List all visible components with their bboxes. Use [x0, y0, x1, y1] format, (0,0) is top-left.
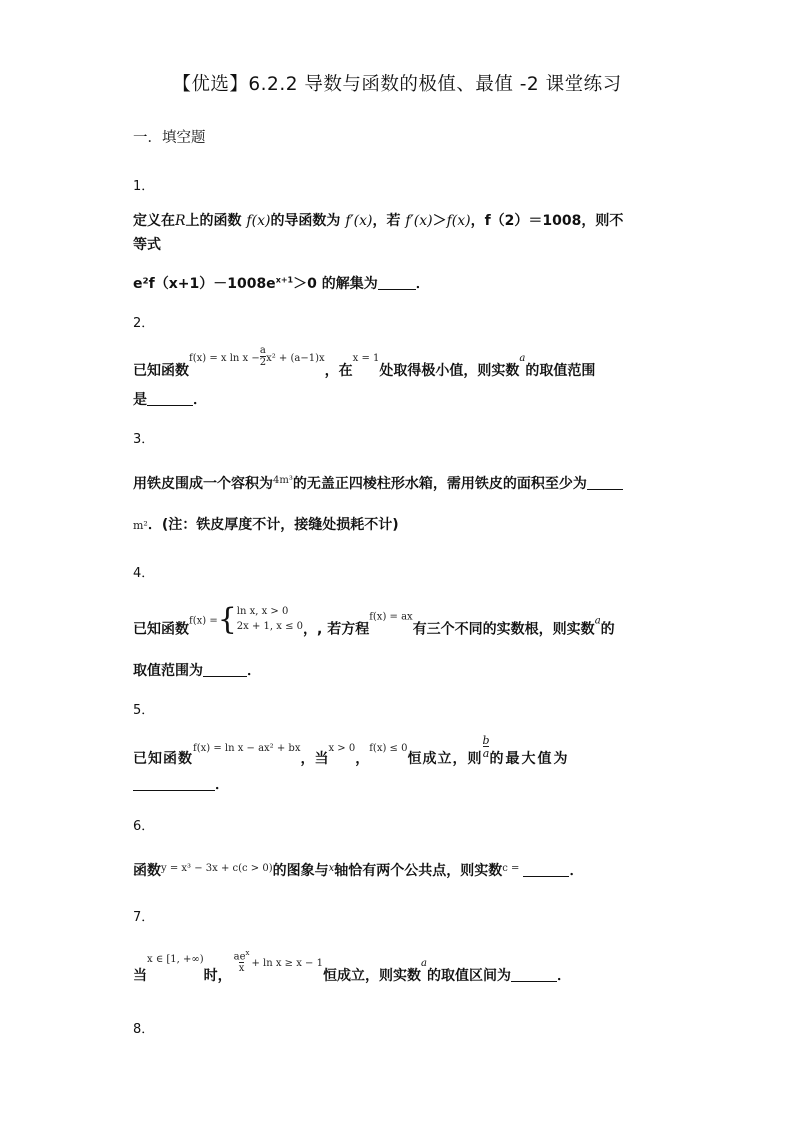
q7-fraction	[234, 950, 250, 974]
q8-number: 8．	[133, 1022, 155, 1037]
q5-frac-den: a	[482, 747, 490, 760]
q7-text: 恒成立，则实数	[322, 968, 421, 985]
q7-frac-num-text: ae	[233, 951, 246, 963]
q7-line1	[133, 950, 571, 985]
q7-condition: x ∈ [1, +∞)	[147, 954, 204, 966]
q2-number: 2．	[133, 316, 155, 331]
q2-line2	[133, 389, 207, 409]
q5-text: ，当	[300, 751, 329, 767]
q4-number: 4．	[133, 566, 155, 581]
q3-number: 3．	[133, 432, 155, 447]
q4-text: 有三个不同的实数根，则实数	[412, 621, 595, 638]
q1-text: 的导函数为	[270, 213, 346, 229]
q6-period: ．	[569, 863, 584, 879]
q5-line1	[133, 735, 570, 768]
q7-frac-den: x	[238, 963, 245, 975]
q2-text: 处取得极小值，则实数	[379, 363, 520, 379]
q5-number: 5．	[133, 703, 155, 718]
q2-text: ，在	[324, 363, 353, 379]
q5-period: ．	[215, 777, 229, 793]
q1-text: ，若	[372, 213, 406, 229]
q6-line1	[133, 860, 583, 880]
q5-text: 恒成立，则	[407, 751, 483, 767]
answer-blank[interactable]	[378, 275, 416, 290]
q5-text: 的最大值为	[489, 751, 570, 767]
q1-line3	[133, 273, 430, 293]
answer-blank[interactable]	[133, 776, 215, 791]
q2-var: a	[519, 353, 526, 364]
q1-exponent: x+1	[275, 275, 294, 285]
q6-text: 的图象与	[272, 863, 329, 879]
q1-inequality: e²f（x+1）－1008e	[133, 276, 276, 292]
q2-frac-num: a	[259, 345, 266, 356]
q2-frac-den: 2	[259, 357, 267, 368]
q7-text: 时，	[203, 968, 232, 985]
q1-text: ＞0 的解集为	[293, 276, 378, 292]
q1-fx: f(x)	[446, 213, 471, 229]
q5-fraction	[482, 735, 489, 759]
q7-formula: + ln x ≥ x − 1	[251, 958, 323, 970]
q7-period: ．	[556, 968, 571, 985]
q4-text: 取值范围为	[133, 663, 203, 679]
q1-fprime: f′(x)	[405, 213, 433, 229]
q4-cases	[237, 605, 303, 634]
q6-c: c =	[502, 863, 520, 874]
q7-var: a	[420, 958, 427, 970]
q4-var: a	[594, 615, 601, 627]
q4-text: ，, 若方程	[303, 621, 370, 638]
answer-blank[interactable]	[523, 862, 569, 877]
q6-x: x	[328, 863, 335, 874]
q6-formula: y = x³ − 3x + c(c > 0)	[161, 863, 273, 874]
q1-line1	[133, 210, 623, 230]
q6-text: 函数	[133, 863, 161, 879]
q5-condition: f(x) ≤ 0	[369, 743, 408, 754]
q4-text: 已知函数	[133, 621, 189, 638]
page-title: 【优选】6.2.2 导数与函数的极值、最值 -2 课堂练习	[172, 74, 622, 95]
q5-frac-num: b	[482, 734, 490, 747]
q5-formula: f(x) = ln x − ax² + bx	[193, 743, 301, 754]
q6-text: 轴恰有两个公共点，则实数	[334, 863, 503, 879]
q2-formula: x² + (a−1)x	[266, 353, 325, 364]
q1-text: 定义在	[133, 213, 175, 229]
q2-period: ．	[193, 392, 207, 408]
q7-number: 7．	[133, 910, 155, 925]
q4-case2: 2x + 1, x ≤ 0	[236, 620, 303, 632]
q5-line2	[133, 774, 229, 794]
q3-note: ．(注：铁皮厚度不计，接缝处损耗不计)	[147, 517, 399, 533]
q2-formula: f(x) = x ln x −	[189, 353, 260, 364]
q6-number: 6．	[133, 819, 155, 834]
q1-r: R	[175, 213, 186, 229]
section-heading: 一．填空题	[133, 130, 206, 146]
answer-blank[interactable]	[511, 967, 557, 982]
q4-period: ．	[247, 663, 261, 679]
q1-number: 1．	[133, 179, 155, 194]
q1-text: ，f（2）＝1008，则不	[470, 213, 624, 229]
q3-volume: 4m³	[273, 475, 293, 486]
q5-text: 已知函数	[133, 751, 193, 767]
q7-text: 当	[133, 968, 147, 985]
q4-flabel: f(x) =	[189, 615, 218, 627]
q3-text: 用铁皮围成一个容积为	[133, 476, 273, 492]
q5-condition: x > 0	[328, 743, 356, 754]
q4-text: 的	[600, 621, 615, 638]
q3-line1	[133, 473, 623, 493]
q7-frac-num	[234, 950, 250, 962]
q7-frac-num-sup: x	[245, 949, 250, 957]
q3-line2	[133, 514, 399, 534]
q1-fprime: f′(x)	[345, 213, 373, 229]
q4-case1: ln x, x > 0	[236, 606, 289, 617]
answer-blank[interactable]	[587, 475, 623, 490]
q1-fx: f(x)	[246, 213, 271, 229]
q2-condition: x = 1	[352, 353, 380, 364]
q2-line1	[133, 346, 595, 380]
answer-blank[interactable]	[147, 391, 193, 406]
answer-blank[interactable]	[203, 662, 247, 677]
q4-line2	[133, 660, 261, 680]
q5-text: ，	[355, 751, 370, 767]
q4-equation: f(x) = ax	[369, 611, 413, 623]
q1-text: 上的函数	[185, 213, 247, 229]
q2-text: 是	[133, 392, 147, 408]
q4-line1	[133, 602, 615, 639]
q1-gt: ＞	[432, 213, 447, 229]
q3-unit: m²	[133, 519, 148, 532]
q1-period: ．	[415, 276, 430, 292]
q2-text: 的取值范围	[525, 363, 596, 379]
q7-text: 的取值区间为	[426, 968, 511, 985]
q1-line2: 等式	[133, 237, 161, 253]
q2-text: 已知函数	[133, 363, 189, 379]
q3-text: 的无盖正四棱柱形水箱，需用铁皮的面积至少为	[292, 476, 587, 492]
q4-brace: {	[217, 602, 237, 637]
